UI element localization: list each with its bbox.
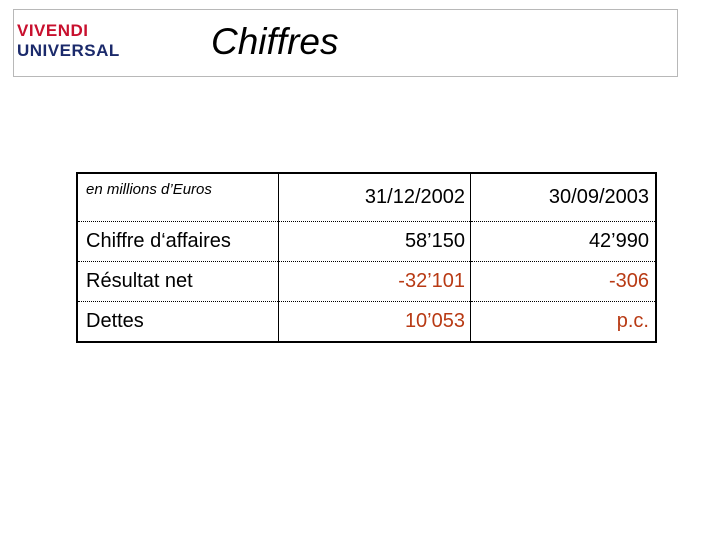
row-label-dettes: Dettes	[77, 302, 279, 343]
cell-value: p.c.	[471, 302, 657, 343]
column-header-2002: 31/12/2002	[279, 173, 471, 222]
cell-value: -306	[471, 262, 657, 302]
svg-text:UNIVERSAL: UNIVERSAL	[17, 41, 120, 60]
cell-value: -32’101	[279, 262, 471, 302]
cell-value: 58’150	[279, 222, 471, 262]
svg-text:VIVENDI: VIVENDI	[17, 21, 89, 40]
table-row	[77, 222, 656, 262]
cell-value: 10’053	[279, 302, 471, 343]
table-row	[77, 302, 656, 343]
column-header-2003: 30/09/2003	[548, 186, 649, 208]
table-header-row	[77, 173, 656, 222]
row-label-resultat-net: Résultat net	[77, 262, 279, 302]
cell-value: 42’990	[471, 222, 657, 262]
figures-table	[76, 172, 657, 343]
table-row	[77, 262, 656, 302]
unit-label: en millions d’Euros	[77, 173, 279, 222]
header-box	[13, 9, 678, 77]
vivendi-universal-logo	[17, 20, 177, 60]
row-label-chiffre-affaires: Chiffre d‘affaires	[77, 222, 279, 262]
slide-title: Chiffres	[211, 21, 339, 62]
